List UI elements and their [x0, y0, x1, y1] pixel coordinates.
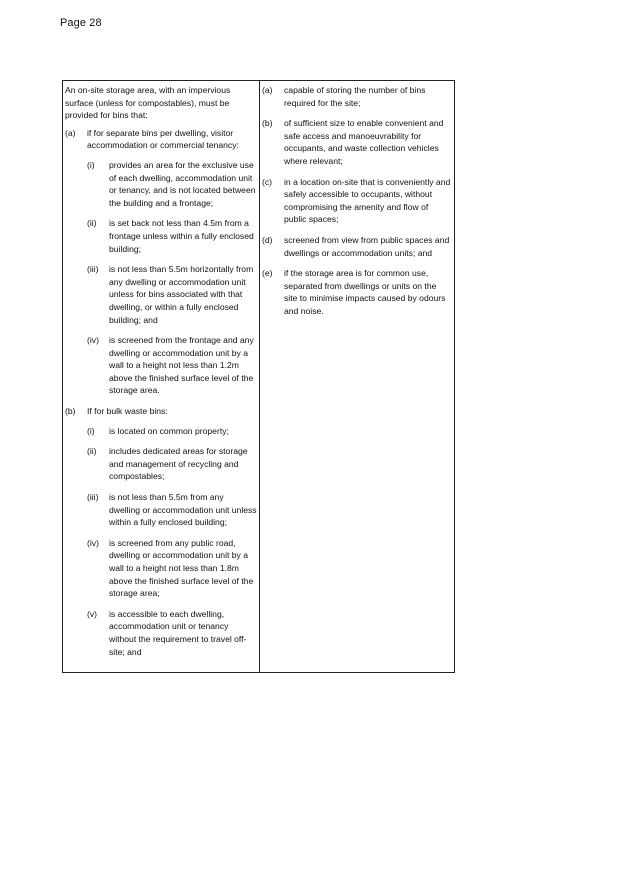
subclause-text: is not less than 5.5m horizontally from any dwelling or accommodation unit unless for bins associated with that dwelling, or within a fully enclosed building; and: [109, 264, 254, 325]
right-column: [260, 81, 454, 672]
subclause-item: [87, 425, 257, 438]
subclause-text: is not less than 5.5m from any dwelling or accommodation unit unless within a fully enclosed building;: [109, 492, 257, 528]
requirement-item: [262, 84, 452, 109]
subclause-label: (iii): [87, 492, 99, 503]
clause-a: [65, 127, 257, 397]
subclause-list: [87, 425, 257, 659]
subclause-text: is located on common property;: [109, 425, 229, 436]
requirement-text: if the storage area is for common use, separated from dwellings or units on the site to minimise impacts caused by odours and noise.: [284, 268, 446, 316]
requirement-label: (c): [262, 176, 273, 187]
subclause-label: (ii): [87, 218, 97, 229]
subclause-text: is set back not less than 4.5m from a frontage unless within a fully enclosed building;: [109, 218, 254, 254]
subclause-label: (v): [87, 608, 98, 619]
clause-text: If for bulk waste bins:: [87, 406, 168, 417]
subclause-item: [87, 491, 257, 529]
requirement-text: screened from view from public spaces and dwellings or accommodation units; and: [284, 234, 450, 258]
subclause-item: [87, 159, 257, 209]
clause-label: (b): [65, 406, 76, 417]
requirement-label: (a): [262, 85, 273, 95]
subclause-label: (i): [87, 425, 95, 436]
subclause-item: [87, 537, 257, 600]
intro-text: An on-site storage area, with an impervious surface (unless for compostables), must be provided for bins that:: [65, 85, 231, 121]
subclause-list: [87, 159, 257, 397]
clause-label: (a): [65, 127, 76, 138]
subclause-text: includes dedicated areas for storage and management of recycling and compostables;: [109, 446, 248, 482]
left-column: [63, 81, 260, 672]
requirement-item: [262, 176, 452, 226]
subclause-item: [87, 217, 257, 255]
subclause-label: (iii): [87, 264, 99, 275]
subclause-label: (iv): [87, 537, 99, 548]
requirement-label: (e): [262, 268, 273, 279]
clause-text: if for separate bins per dwelling, visitor accommodation or commercial tenancy:: [87, 127, 239, 151]
requirement-label: (d): [262, 234, 273, 245]
requirement-label: (b): [262, 118, 273, 129]
requirements-table: [62, 80, 455, 673]
requirement-text: in a location on-site that is conveniently and safely accessible to occupants, without compromising the amenity and flow of public spaces;: [284, 176, 451, 225]
requirement-text: of sufficient size to enable convenient and safe access and manoeuvrability for occupants, and waste collection vehicles where relevant;: [284, 118, 444, 166]
clause-b: [65, 405, 257, 658]
subclause-item: [87, 334, 257, 397]
subclause-label: (iv): [87, 335, 99, 346]
requirement-text: capable of storing the number of bins required for the site;: [284, 85, 426, 108]
requirement-item: [262, 117, 452, 167]
subclause-text: is accessible to each dwelling, accommodation unit or tenancy without the requirement to travel off-site; and: [109, 608, 247, 657]
requirement-item: [262, 234, 452, 259]
subclause-label: (ii): [87, 446, 97, 457]
subclause-text: provides an area for the exclusive use of each dwelling, accommodation unit or tenancy, and is not located between the building and a frontage;: [109, 159, 256, 208]
subclause-label: (i): [87, 159, 95, 170]
subclause-item: [87, 445, 257, 483]
subclause-text: is screened from any public road, dwelling or accommodation unit by a wall to a height not less than 1.8m above the finished surface level of the storage area;: [109, 537, 254, 599]
subclause-text: is screened from the frontage and any dwelling or accommodation unit by a wall to a height not less than 1.2m above the finished surface level of the storage area.: [109, 335, 254, 396]
subclause-item: [87, 263, 257, 326]
page-number: Page 28: [60, 17, 102, 29]
requirement-item: [262, 267, 452, 317]
subclause-item: [87, 608, 257, 658]
